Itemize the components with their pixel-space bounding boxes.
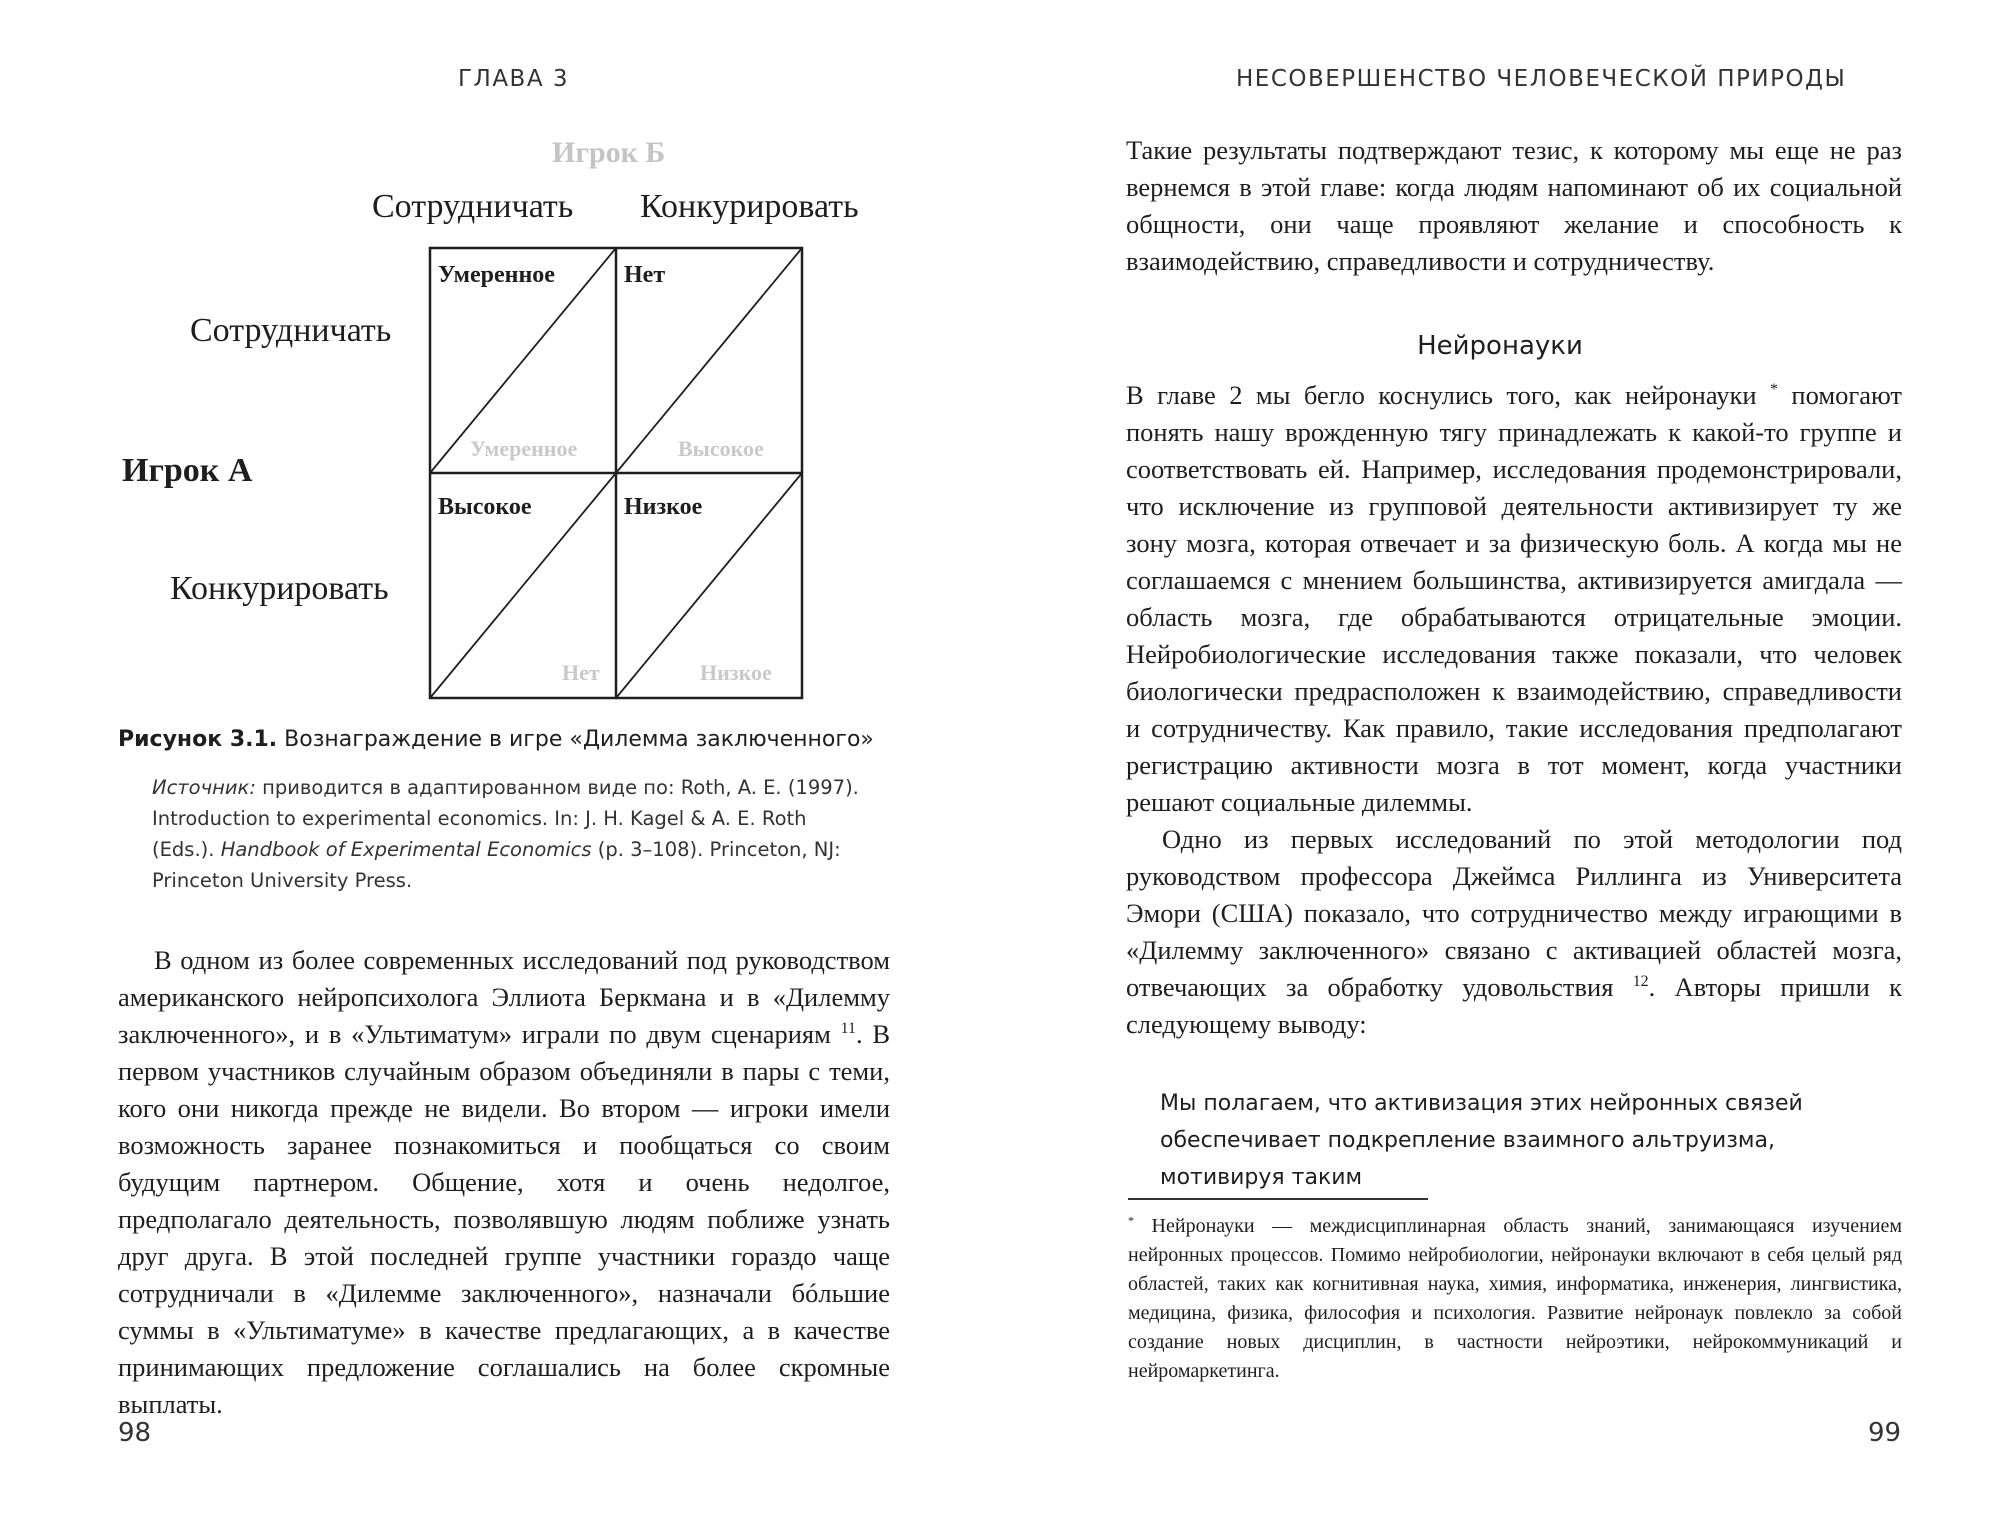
running-head-left: ГЛАВА 3 [458,66,570,92]
cell-b-payoff: Низкое [700,660,772,685]
running-head-right: НЕСОВЕРШЕНСТВО ЧЕЛОВЕЧЕСКОЙ ПРИРОДЫ [1236,66,1847,92]
endnote-ref: 12 [1632,973,1649,991]
player-b-label: Игрок Б [552,136,666,169]
body-paragraph: Одно из первых исследований по этой методологии под руководством профессора Джеймса Риллинга из Университета Эмори (США) показало, что сотрудничество между играющими в «Дилемму заключенного» связано с активацией областей мозга, отвечающих за обработку удовольствия $^{12}$. Авторы пришли к следующему выводу: [1126,824,1903,1039]
cell-a-payoff: Нет [624,262,666,288]
section-title: Нейронауки [1417,331,1583,361]
footnote-text: Нейронауки — междисциплинарная область знаний, занимающаяся изучением нейронных процессов. Помимо нейробиологии, нейронауки включают в себя целый ряд областей, таких как когнитивная наука, химия, информатика, инженерия, лингвистика, медицина, физика, философия и психология. Развитие нейронаук повлекло за собой создание новых дисциплин, в частности нейроэтики, нейрокоммуникаций и нейромаркетинга. [1128,1215,1903,1382]
body-paragraph: В одном из более современных исследований под руководством американского нейропсихолога Эллиота Беркмана и в «Дилемму заключенного», и в «Ультиматум» играли по двум сценариям $^{11}$. В первом участников случайным образом объединяли в пары с теми, кого они никогда прежде не видели. Во втором — игроки имели возможность заранее познакомиться и пообщаться со своим будущим партнером. Общение, хотя и очень недолгое, предполагало деятельность, позволявшую людям поближе узнать друг друга. В этой последней группе участники гораздо чаще сотрудничали в «Дилемме заключенного», назначали бóльшие суммы в «Ультиматуме» в качестве предлагающих, а в качестве принимающих предложение соглашались на более скромные выплаты. [118,945,890,1419]
source-label: Источник: [152,776,256,799]
cell-a-payoff: Высокое [438,494,532,520]
footnote [1128,1212,1902,1386]
source-text-end: (p. 3–108). Princeton, NJ: Princeton University Press. [152,838,841,892]
row-compete-label: Конкурировать [170,570,389,607]
player-a-label: Игрок А [122,452,253,489]
caption-text: Вознаграждение в игре «Дилемма заключенного» [284,727,874,752]
page-number-left: 98 [118,1418,152,1448]
cell-a-payoff: Умеренное [438,262,555,288]
intro-paragraph: Такие результаты подтверждают тезис, к которому мы еще не раз вернемся в этой главе: когда людям напоминают об их социальной общности, они чаще проявляют желание и способность к взаимодействию, справедливости и сотрудничеству. [1126,135,1902,276]
cell-b-payoff: Нет [562,660,600,685]
left-body-text [118,942,890,1423]
right-page [1000,0,2000,1518]
col-compete-label: Конкурировать [640,188,859,225]
footnote-marker: * [1770,381,1778,399]
right-intro-text [1126,132,1902,280]
cell-b-payoff: Высокое [678,436,764,461]
figure-caption [118,727,874,752]
payoff-matrix-grid [420,243,810,705]
figure-source [152,772,862,896]
page-number-right: 99 [1868,1418,1902,1448]
source-text: приводится в адаптированном виде по: Roth, A. E. (1997). Introduction to experimental economics. In: J. H. Kagel & A. E. Roth (Eds.). [152,776,859,861]
footnote-divider [1128,1198,1428,1200]
footnote-marker: * [1128,1213,1134,1228]
endnote-ref: 11 [840,1020,856,1038]
body-paragraph: В главе 2 мы бегло коснулись того, как нейронауки * помогают понять нашу врожденную тягу принадлежать к какой-то группе и соответствовать ей. Например, исследования продемонстрировали, что исключение из групповой деятельности активизирует ту же зону мозга, которая отвечает и за физическую боль. А когда мы не соглашаемся с мнением большинства, активизируется амигдала — область мозга, где обрабатываются отрицательные эмоции. Нейробиологические исследования также показали, что человек биологически предрасположен к взаимодействию, справедливости и сотрудничеству. Как правило, такие исследования предполагают регистрацию активности мозга в тот момент, когда участники решают социальные дилеммы. [1126,380,1903,817]
cell-a-payoff: Низкое [624,494,703,520]
col-cooperate-label: Сотрудничать [372,188,574,225]
source-book-title: Handbook of Experimental Economics [220,838,592,861]
cell-b-payoff: Умеренное [470,436,578,461]
right-body-text [1126,377,1902,1043]
row-cooperate-label: Сотрудничать [190,312,392,349]
block-quote: Мы полагаем, что активизация этих нейронных связей обеспечивает подкрепление взаимного альтруизма, мотивируя таким [1160,1091,1803,1190]
caption-label: Рисунок 3.1. [118,727,278,752]
